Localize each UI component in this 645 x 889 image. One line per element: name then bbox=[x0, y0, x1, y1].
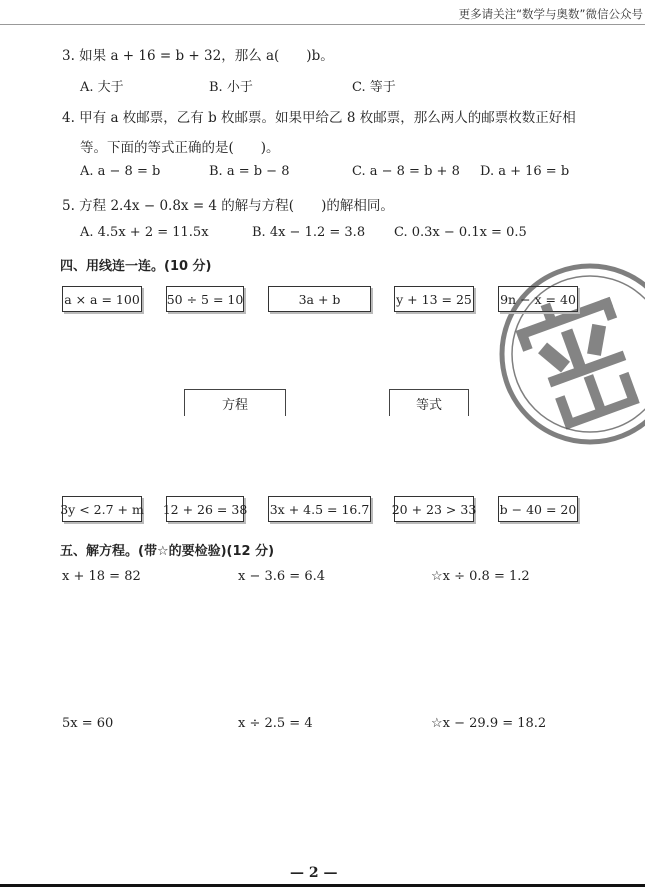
equation-6: ☆x − 29.9 = 18.2 bbox=[431, 716, 547, 731]
match-bottom-item-2[interactable]: 12 + 26 = 38 bbox=[166, 496, 244, 522]
equation-3: ☆x ÷ 0.8 = 1.2 bbox=[431, 569, 530, 584]
q4-option-b: B. a = b − 8 bbox=[209, 164, 290, 176]
match-bottom-item-5[interactable]: b − 40 = 20 bbox=[498, 496, 578, 522]
category-equation[interactable]: 方程 bbox=[184, 389, 286, 416]
match-bottom-item-1[interactable]: 3y < 2.7 + m bbox=[62, 496, 142, 522]
q5-option-c: C. 0.3x − 0.1x = 0.5 bbox=[394, 225, 527, 240]
match-top-item-4[interactable]: y + 13 = 25 bbox=[394, 286, 474, 312]
equation-2: x − 3.6 = 6.4 bbox=[238, 569, 325, 584]
match-bottom-item-3[interactable]: 3x + 4.5 = 16.7 bbox=[268, 496, 371, 522]
q5-option-a: A. 4.5x + 2 = 11.5x bbox=[80, 225, 209, 240]
footer-divider bbox=[0, 884, 645, 887]
header-note: 更多请关注“数学与奥数”微信公众号 bbox=[458, 7, 643, 21]
q3-option-a: A. 大于 bbox=[80, 80, 124, 95]
question-4-stem-line1: 4. 甲有 a 枚邮票，乙有 b 枚邮票。如果甲给乙 8 枚邮票，那么两人的邮票枚数正好相 bbox=[62, 110, 576, 126]
equation-4: 5x = 60 bbox=[62, 716, 114, 731]
q5-option-b: B. 4x − 1.2 = 3.8 bbox=[252, 225, 366, 240]
question-5-stem: 5. 方程 2.4x − 0.8x = 4 的解与方程( )的解相同。 bbox=[62, 198, 394, 214]
match-bottom-item-4[interactable]: 20 + 23 > 33 bbox=[394, 496, 474, 522]
match-top-item-2[interactable]: 50 ÷ 5 = 10 bbox=[166, 286, 244, 312]
q3-option-b: B. 小于 bbox=[209, 80, 253, 95]
q4-option-c: C. a − 8 = b + 8 bbox=[352, 164, 460, 176]
category-equality[interactable]: 等式 bbox=[389, 389, 469, 416]
section-4-title: 四、用线连一连。(10 分) bbox=[60, 259, 212, 274]
match-top-item-1[interactable]: a × a = 100 bbox=[62, 286, 142, 312]
q4-option-d: D. a + 16 = b bbox=[480, 164, 570, 176]
section-5-title: 五、解方程。(带☆的要检验)(12 分) bbox=[60, 544, 275, 559]
header-divider bbox=[0, 24, 645, 25]
question-3-stem: 3. 如果 a + 16 = b + 32，那么 a( )b。 bbox=[62, 48, 334, 64]
match-top-item-5[interactable]: 9n − x = 40 bbox=[498, 286, 578, 312]
equation-1: x + 18 = 82 bbox=[62, 569, 141, 584]
question-4-stem-line2: 等。下面的等式正确的是( )。 bbox=[80, 140, 280, 156]
q3-option-c: C. 等于 bbox=[352, 80, 396, 95]
equation-5: x ÷ 2.5 = 4 bbox=[238, 716, 313, 731]
q4-option-a: A. a − 8 = b bbox=[80, 164, 161, 176]
match-top-item-3[interactable]: 3a + b bbox=[268, 286, 371, 312]
page-number: — 2 — bbox=[290, 865, 338, 881]
